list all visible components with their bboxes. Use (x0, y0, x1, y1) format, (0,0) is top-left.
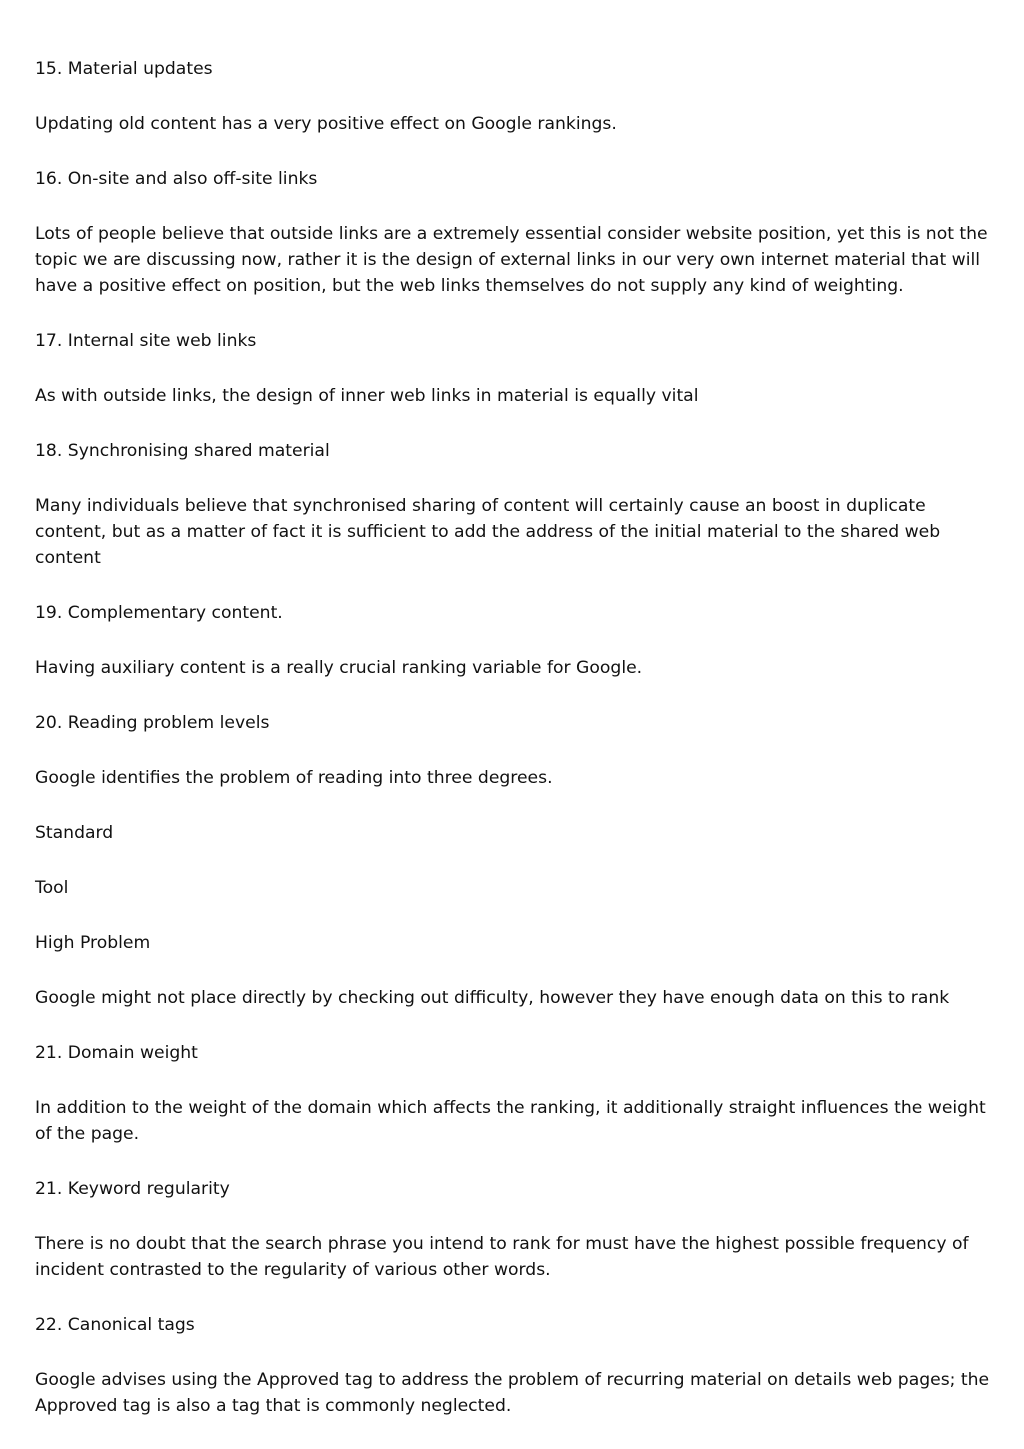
heading-complementary-content: 19. Complementary content. (35, 603, 283, 623)
heading-synchronising-shared-material: 18. Synchronising shared material (35, 441, 330, 461)
reading-level-high-problem: High Problem (35, 933, 151, 953)
heading-internal-site-links: 17. Internal site web links (35, 331, 257, 351)
heading-reading-problem-levels: 20. Reading problem levels (35, 713, 270, 733)
reading-level-standard: Standard (35, 823, 114, 843)
heading-keyword-regularity: 21. Keyword regularity (35, 1179, 230, 1199)
paragraph-canonical-tags: Google advises using the Approved tag to address the problem of recurring material on details web pages; the Approved tag is also a tag that is commonly neglected. (35, 1370, 990, 1416)
heading-domain-weight: 21. Domain weight (35, 1043, 198, 1063)
paragraph-reading-difficulty-ranking: Google might not place directly by checking out difficulty, however they have enough data on this to rank (35, 988, 950, 1008)
paragraph-material-updates: Updating old content has a very positive effect on Google rankings. (35, 114, 617, 134)
paragraph-complementary-content: Having auxiliary content is a really crucial ranking variable for Google. (35, 658, 643, 678)
paragraph-internal-site-links: As with outside links, the design of inner web links in material is equally vital (35, 386, 699, 406)
heading-on-site-off-site-links: 16. On-site and also off-site links (35, 169, 318, 189)
heading-canonical-tags: 22. Canonical tags (35, 1315, 195, 1335)
paragraph-keyword-regularity: There is no doubt that the search phrase you intend to rank for must have the highest possible frequency of incident contrasted to the regularity of various other words. (35, 1234, 969, 1280)
document-body (35, 56, 993, 1448)
paragraph-domain-weight: In addition to the weight of the domain which affects the ranking, it additionally straight influences the weight of the page. (35, 1098, 986, 1144)
paragraph-synchronising-shared-material: Many individuals believe that synchronised sharing of content will certainly cause an boost in duplicate content, but as a matter of fact it is sufficient to add the address of the initial material to the shared web content (35, 496, 941, 568)
heading-material-updates: 15. Material updates (35, 59, 213, 79)
paragraph-reading-problem-levels: Google identifies the problem of reading into three degrees. (35, 768, 553, 788)
paragraph-on-site-off-site-links: Lots of people believe that outside links are a extremely essential consider website position, yet this is not the topic we are discussing now, rather it is the design of external links in our very own internet material that will have a positive effect on position, but the web links themselves do not supply any kind of weighting. (35, 224, 988, 296)
reading-level-tool: Tool (35, 878, 69, 898)
